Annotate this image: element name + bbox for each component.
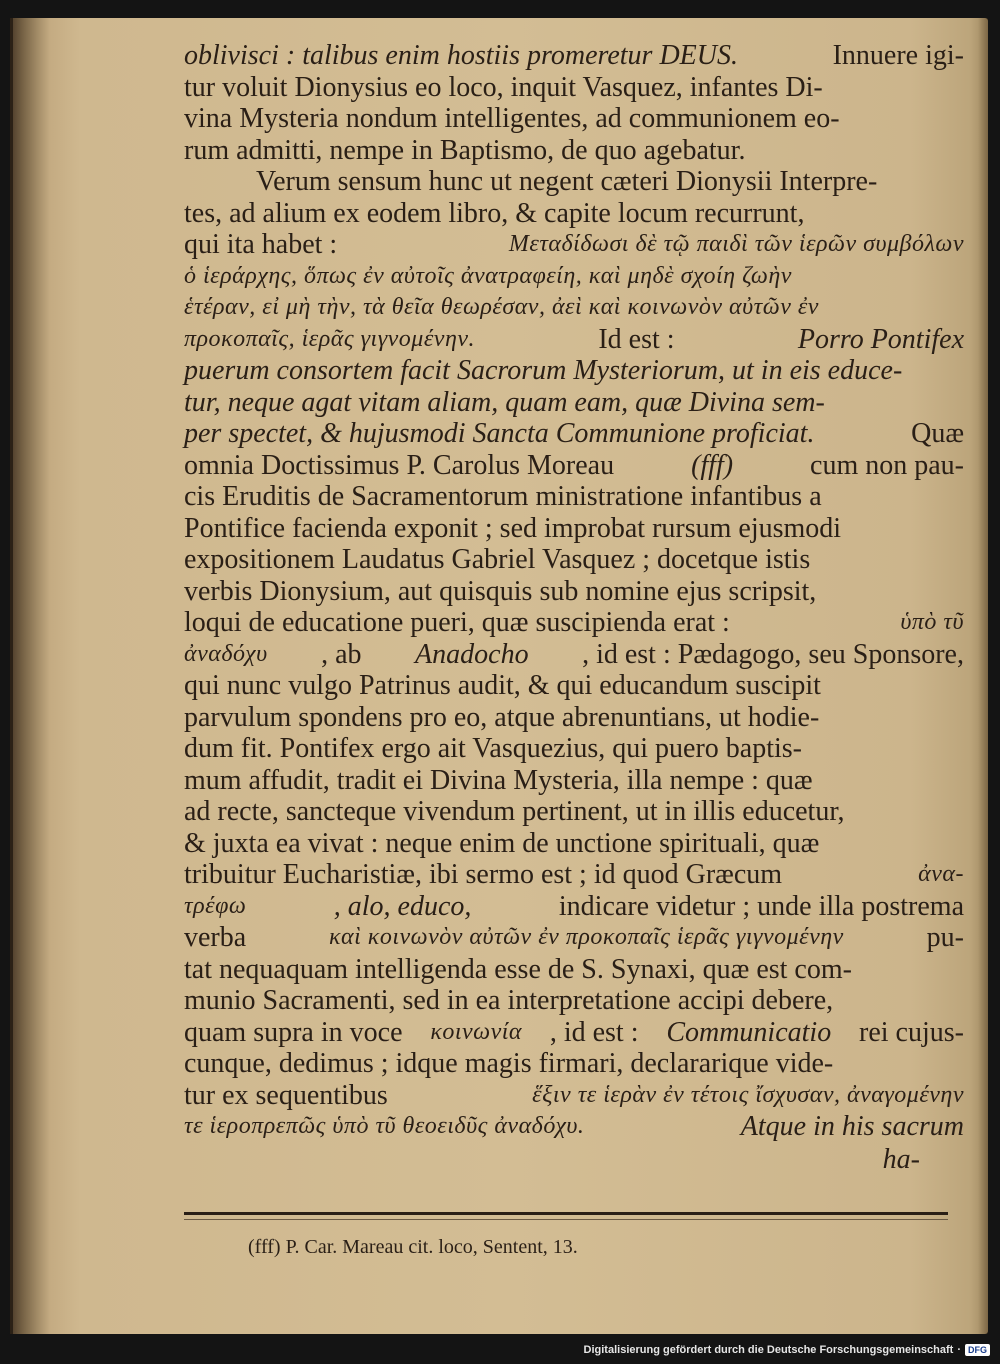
text-line	[184, 324, 964, 356]
text-segment: & juxta ea vivat : neque enim de unctione spirituali, quæ	[184, 827, 820, 859]
book-gutter	[10, 18, 13, 1334]
text-line	[184, 229, 964, 261]
greek-text: ὑπὸ τῦ	[900, 609, 964, 635]
text-segment: parvulum spondens pro eo, atque abrenuntians, ut hodie-	[184, 701, 820, 733]
greek-text: κοινωνία	[430, 1018, 523, 1045]
body-text	[184, 40, 964, 1177]
text-segment: munio Sacramenti, sed in ea interpretatione accipi debere,	[184, 985, 834, 1016]
text-line	[184, 1080, 964, 1112]
footnote-rule-thin	[184, 1219, 948, 1220]
text-line	[184, 859, 964, 891]
dot-separator: ·	[957, 1344, 961, 1356]
text-line	[184, 702, 964, 734]
text-segment: quam supra in voce	[184, 1016, 403, 1048]
text-segment: tur ex sequentibus	[184, 1079, 388, 1111]
text-line	[184, 670, 964, 702]
text-line	[184, 733, 964, 765]
text-line	[184, 922, 964, 954]
text-segment: qui nunc vulgo Patrinus audit, & qui educandum suscipit	[184, 670, 821, 701]
text-line	[184, 450, 964, 482]
text-segment: cunque, dedimus ; idque magis firmari, declararique vide-	[184, 1048, 834, 1079]
text-segment: expositionem Laudatus Gabriel Vasquez ; docetque istis	[184, 544, 811, 575]
text-line	[184, 103, 964, 135]
greek-text: τε ἱεροπρεπῶς ὑπὸ τῦ θεοειδῦς ἀναδόχυ.	[184, 1113, 585, 1139]
text-line	[184, 985, 964, 1017]
text-segment: tes, ad alium ex eodem libro, & capite locum recurrunt,	[184, 197, 805, 229]
italic-text: Anadocho	[415, 638, 529, 670]
dfg-logo: DFG	[965, 1344, 990, 1356]
text-segment: cum non pau-	[810, 449, 964, 481]
footnote: (fff) P. Car. Mareau cit. loco, Sentent, 13.	[248, 1236, 578, 1258]
text-segment: qui ita habet :	[184, 229, 338, 260]
italic-text: Porro Pontifex	[797, 323, 964, 355]
italic-text: Atque in his sacrum	[740, 1111, 964, 1142]
text-segment: loqui de educatione pueri, quæ suscipienda erat :	[184, 607, 730, 638]
text-segment: Pontifice facienda exponit ; sed improbat rursum ejusmodi	[184, 512, 842, 544]
text-segment: , id est :	[549, 1016, 639, 1048]
greek-text: ἀναδόχυ	[184, 640, 268, 667]
text-line	[184, 765, 964, 797]
italic-text: (fff)	[691, 449, 734, 481]
greek-text: προκοπαῖς, ἱερᾶς γιγνομένην.	[184, 325, 476, 352]
text-segment: Quæ	[911, 418, 964, 449]
text-line	[184, 292, 964, 324]
text-line	[184, 1017, 964, 1049]
text-line	[184, 40, 964, 72]
text-line	[184, 418, 964, 450]
footnote-rule	[184, 1212, 948, 1215]
catchword: ha-	[882, 1143, 920, 1175]
greek-text: καὶ κοινωνὸν αὐτῶν ἐν προκοπαῖς ἱερᾶς γιγνομένην	[329, 924, 844, 950]
text-segment: omnia Doctissimus P. Carolus Moreau	[184, 449, 615, 481]
text-segment: indicare videtur ; unde illa postrema	[558, 890, 964, 922]
text-segment: rei cujus-	[859, 1016, 964, 1048]
text-segment: vina Mysteria nondum intelligentes, ad communionem eo-	[184, 103, 840, 134]
greek-text: ἕξιν τε ἱερὰν ἐν τέτοις ἴσχυσαν, ἀναγομένην	[532, 1081, 964, 1108]
text-segment: verba	[184, 922, 247, 953]
text-line	[184, 135, 964, 167]
text-line	[184, 954, 964, 986]
text-line	[184, 576, 964, 608]
text-line	[184, 72, 964, 104]
text-segment: tur voluit Dionysius eo loco, inquit Vasquez, infantes Di-	[184, 71, 823, 103]
text-line	[184, 198, 964, 230]
italic-text: puerum consortem facit Sacrorum Mysteriorum, ut in eis educe-	[184, 355, 903, 386]
text-segment: cis Eruditis de Sacramentorum ministratione infantibus a	[184, 481, 822, 512]
text-segment: tat nequaquam intelligenda esse de S. Synaxi, quæ est com-	[184, 953, 852, 985]
digitization-credit	[584, 1344, 990, 1356]
italic-text: oblivisci : talibus enim hostiis promeretur DEUS.	[184, 40, 738, 71]
italic-text: , alo, educo,	[333, 890, 472, 922]
italic-text: Communicatio	[666, 1016, 832, 1048]
text-segment: rum admitti, nempe in Baptismo, de quo agebatur.	[184, 134, 746, 166]
text-segment: dum fit. Pontifex ergo ait Vasquezius, qui puero baptis-	[184, 733, 802, 764]
text-segment: , id est : Pædagogo, seu Sponsore,	[582, 638, 964, 670]
greek-text: ὁ ἱεράρχης, ὅπως ἐν αὐτοῖς ἀνατραφείη, καὶ μηδὲ σχοίη ζωὴν	[184, 262, 792, 289]
greek-text: ἑτέραν, εἰ μὴ τὴν, τὰ θεῖα θεωρέσαν, ἀεὶ καὶ κοινωνὸν αὐτῶν ἐν	[184, 294, 819, 320]
text-line	[184, 387, 964, 419]
text-segment: Innuere igi-	[832, 40, 964, 71]
text-line	[184, 639, 964, 671]
text-line	[184, 166, 964, 198]
italic-text: per spectet, & hujusmodi Sancta Communione proficiat.	[184, 418, 815, 449]
greek-text: τρέφω	[184, 892, 247, 919]
text-line	[184, 607, 964, 639]
italic-text: tur, neque agat vitam aliam, quam eam, quæ Divina sem-	[184, 386, 825, 418]
text-line	[184, 261, 964, 293]
text-line	[184, 1111, 964, 1143]
credit-text: Digitalisierung gefördert durch die Deutsche Forschungsgemeinschaft	[583, 1344, 954, 1356]
greek-text: Μεταδίδωσι δὲ τῷ παιδὶ τῶν ἱερῶν συμβόλων	[508, 231, 964, 257]
page-edge-shadow	[978, 18, 988, 1334]
text-segment: tribuitur Eucharistiæ, ibi sermo est ; id quod Græcum	[184, 859, 783, 890]
text-segment: mum affudit, tradit ei Divina Mysteria, illa nempe : quæ	[184, 764, 813, 796]
text-line	[184, 1048, 964, 1080]
text-segment: pu-	[926, 922, 964, 953]
text-segment: Verum sensum hunc ut negent cæteri Dionysii Interpre-	[256, 166, 878, 197]
text-line	[184, 481, 964, 513]
text-line	[184, 544, 964, 576]
text-line	[184, 513, 964, 545]
text-segment: verbis Dionysium, aut quisquis sub nomine ejus scripsit,	[184, 575, 817, 607]
text-segment: ad recte, sancteque vivendum pertinent, ut in illis educetur,	[184, 796, 845, 827]
text-segment: , ab	[321, 638, 362, 670]
text-segment: Id est :	[598, 323, 675, 355]
text-line	[184, 796, 964, 828]
greek-text: ἀνα-	[918, 861, 964, 887]
text-line	[184, 355, 964, 387]
text-line	[184, 828, 964, 860]
text-line	[184, 891, 964, 923]
